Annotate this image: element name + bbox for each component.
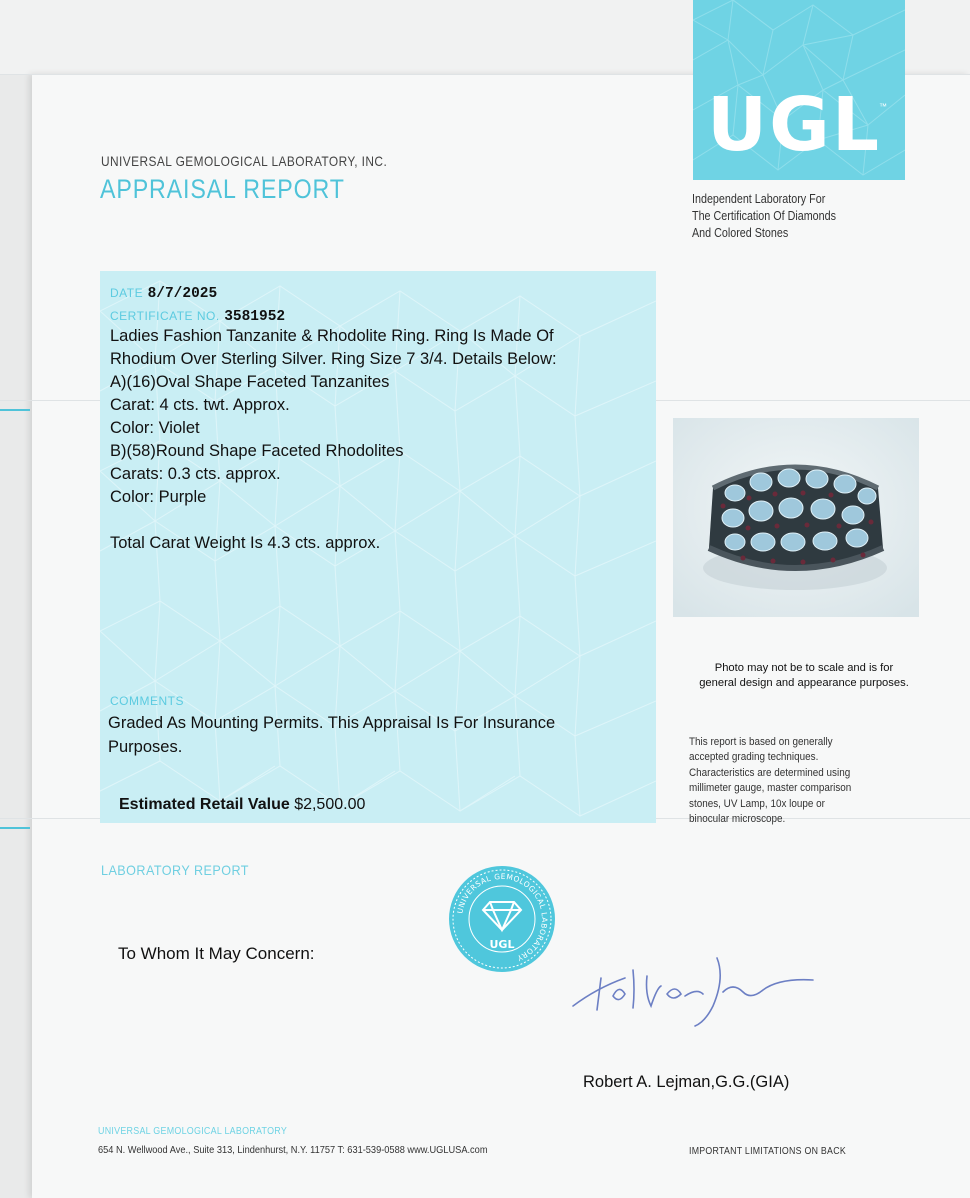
comments-label: COMMENTS xyxy=(110,694,184,708)
logo-trademark: ™ xyxy=(879,102,887,111)
handwritten-signature xyxy=(567,948,821,1028)
fold-mark xyxy=(0,409,30,411)
description-line: Color: Violet xyxy=(110,419,200,437)
photo-caption xyxy=(680,661,928,691)
ugl-logo xyxy=(693,0,905,180)
certificate-number: 3581952 xyxy=(224,309,286,325)
seal-center-text: UGL xyxy=(489,938,515,951)
description-line xyxy=(110,509,650,532)
description-line: Ladies Fashion Tanzanite & Rhodolite Ring. Ring Is Made Of xyxy=(110,327,554,345)
description-line: Total Carat Weight Is 4.3 cts. approx. xyxy=(110,534,381,552)
retail-label: Estimated Retail Value xyxy=(119,796,290,813)
description-line: B)(58)Round Shape Faceted Rhodolites xyxy=(110,442,404,460)
ring-image xyxy=(673,418,919,617)
signature-graphic xyxy=(567,948,821,1028)
tagline-line: Independent Laboratory For xyxy=(692,192,826,206)
seal-graphic xyxy=(447,864,557,974)
fold-mark xyxy=(0,827,30,829)
salutation: To Whom It May Concern: xyxy=(118,944,315,963)
description-line: Carat: 4 cts. twt. Approx. xyxy=(110,396,290,414)
basis-line: This report is based on generally xyxy=(689,736,833,748)
certificate-row xyxy=(110,307,285,325)
comments-line: Graded As Mounting Permits. This Appraisal Is For Insurance xyxy=(108,714,556,732)
tagline-line: And Colored Stones xyxy=(692,226,789,240)
description-line: Color: Purple xyxy=(110,488,207,506)
basis-line: binocular microscope. xyxy=(689,813,786,826)
basis-line: accepted grading techniques. xyxy=(689,751,819,764)
footer-limitations: IMPORTANT LIMITATIONS ON BACK xyxy=(689,1146,846,1157)
caption-line: Photo may not be to scale and is for xyxy=(714,662,894,674)
item-description xyxy=(110,325,650,555)
basis-line: Characteristics are determined using xyxy=(689,766,851,779)
grading-basis-note xyxy=(689,735,887,827)
description-line: Carats: 0.3 cts. approx. xyxy=(110,465,281,483)
ugl-seal xyxy=(447,864,557,974)
comments-text xyxy=(108,711,648,759)
lab-name: UNIVERSAL GEMOLOGICAL LABORATORY, INC. xyxy=(101,153,388,169)
certificate-label: CERTIFICATE NO. xyxy=(110,309,220,323)
lab-tagline xyxy=(692,191,864,242)
seal-ring-text: UNIVERSAL GEMOLOGICAL LABORATORY xyxy=(455,871,550,963)
report-title: APPRAISAL REPORT xyxy=(100,174,345,204)
left-page-strip xyxy=(0,74,32,1198)
laboratory-report-label: LABORATORY REPORT xyxy=(101,862,249,878)
date-value: 8/7/2025 xyxy=(147,286,218,302)
ring-photo xyxy=(673,418,919,617)
footer-lab-name: UNIVERSAL GEMOLOGICAL LABORATORY xyxy=(98,1125,288,1137)
signer-name: Robert A. Lejman,G.G.(GIA) xyxy=(583,1073,790,1091)
basis-line: stones, UV Lamp, 10x loupe or xyxy=(689,797,825,810)
estimated-retail-value xyxy=(119,796,365,814)
retail-amount: $2,500.00 xyxy=(294,796,366,813)
description-line: A)(16)Oval Shape Faceted Tanzanites xyxy=(110,373,390,391)
logo-text: UGL xyxy=(707,82,881,168)
description-line: Rhodium Over Sterling Silver. Ring Size 7 3/4. Details Below: xyxy=(110,350,557,368)
tagline-line: The Certification Of Diamonds xyxy=(692,209,836,223)
basis-line: millimeter gauge, master comparison xyxy=(689,782,852,795)
date-label: DATE xyxy=(110,286,144,300)
footer-address: 654 N. Wellwood Ave., Suite 313, Lindenhurst, N.Y. 11757 T: 631-539-0588 www.UGLUSA.com xyxy=(98,1144,488,1156)
comments-line: Purposes. xyxy=(108,738,183,756)
caption-line: general design and appearance purposes. xyxy=(699,677,909,689)
date-row xyxy=(110,284,217,302)
